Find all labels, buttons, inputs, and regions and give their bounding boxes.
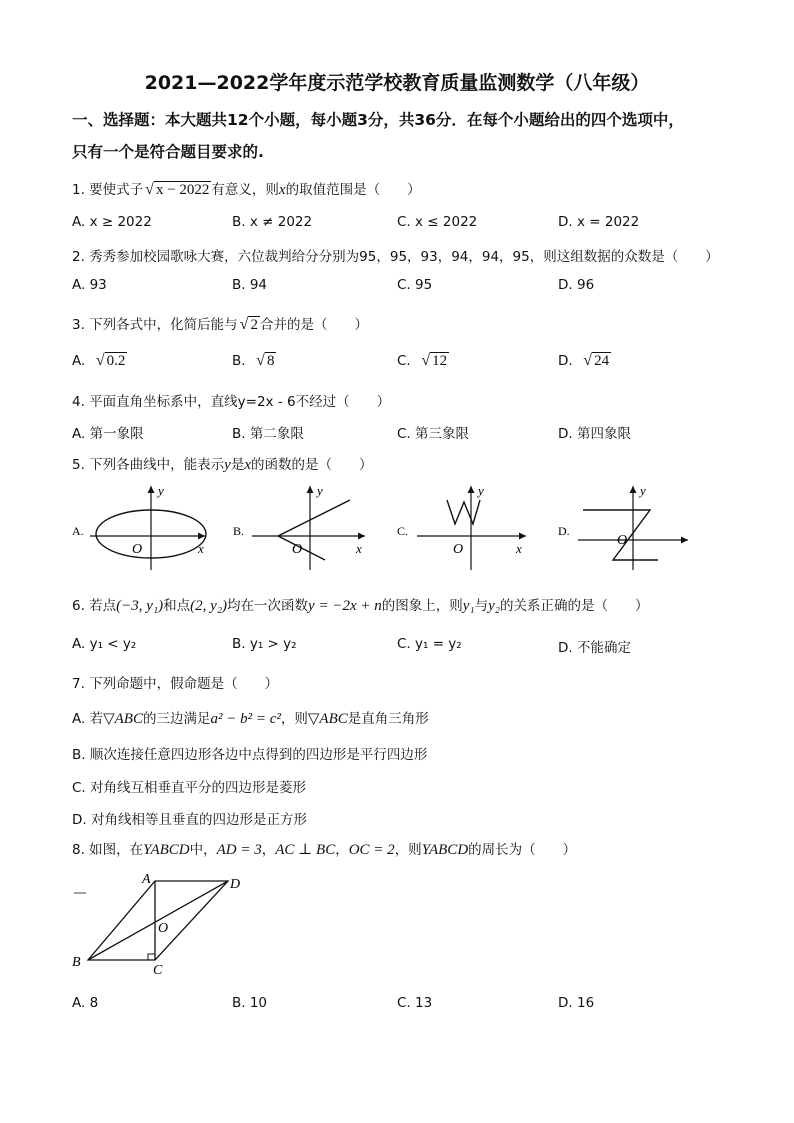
sqrt-icon: √	[95, 352, 105, 369]
q6-text-a: 6. 若点	[72, 598, 117, 614]
q4-option-a: A. 第一象限	[72, 426, 144, 442]
center-o: O	[158, 921, 169, 936]
q6-function: y = −2x + n	[308, 598, 382, 614]
q7-a-equation: a² − b² = c²	[210, 711, 281, 727]
origin-label: O	[453, 542, 464, 557]
question-1	[72, 178, 421, 199]
q2-option-a: A. 93	[72, 277, 107, 293]
page-title: 2021—2022学年度示范学校教育质量监测数学（八年级）	[144, 72, 650, 94]
question-3	[72, 313, 368, 334]
y-label: y	[317, 483, 323, 498]
q1-option-c: C. x ≤ 2022	[397, 214, 478, 230]
question-6	[72, 594, 648, 615]
q8-option-c: C. 13	[397, 995, 433, 1011]
question-5	[72, 453, 373, 474]
q7-option-b: B. 顺次连接任意四边形各边中点得到的四边形是平行四边形	[72, 747, 428, 763]
q5-graph-a	[72, 483, 206, 570]
q1-option-d: D. x = 2022	[558, 214, 640, 230]
q5-label-a: A.	[72, 524, 84, 538]
q1-middle: 有意义，则	[211, 182, 279, 198]
q6-text-f: 的关系正确的是（ ）	[499, 598, 649, 614]
question-2: 2. 秀秀参加校园歌咏大赛，六位裁判给分分别为95，95，93，94，94，95，则这组数据的众数是（ ）	[72, 249, 719, 265]
q8-option-b: B. 10	[232, 995, 268, 1011]
q6-option-c: C. y₁ = y₂	[397, 636, 462, 652]
q5-mid: 是	[230, 457, 245, 473]
q4-option-d: D. 第四象限	[558, 426, 631, 442]
q6-point-2: (2, y₂)	[190, 598, 228, 614]
q6-y1: y₁	[462, 598, 475, 614]
q4-option-c: C. 第三象限	[397, 426, 470, 442]
q3-option-c	[397, 352, 449, 370]
sqrt-icon: √	[421, 352, 431, 369]
q6-option-d: D. 不能确定	[558, 640, 631, 656]
q5-graph-b	[233, 483, 365, 570]
q8-condition-1: AD = 3	[216, 842, 262, 858]
sqrt-icon: √	[239, 316, 249, 333]
q7-a-comma: ，则	[280, 711, 308, 727]
q7-option-c: C. 对角线互相垂直平分的四边形是菱形	[72, 780, 307, 796]
q2-option-d: D. 96	[558, 277, 595, 293]
q3-radicand: 2	[250, 317, 258, 333]
origin-label: O	[292, 542, 303, 557]
q3-prefix: 3. 下列各式中，化简后能与	[72, 317, 238, 333]
q5-label-b: B.	[233, 524, 245, 538]
sqrt-icon: √	[256, 352, 265, 369]
section-heading-line2: 只有一个是符合题目要求的.	[72, 143, 264, 161]
question-4: 4. 平面直角坐标系中，直线y=2x - 6不经过（ ）	[72, 394, 391, 410]
q3-radicand-a: 0.2	[106, 353, 126, 369]
q5-label-c: C.	[397, 524, 409, 538]
q6-text-e: 与	[474, 598, 489, 614]
y-label: y	[640, 483, 646, 498]
q1-var: x	[278, 182, 286, 198]
q8-pre: 8. 如图，在	[72, 842, 144, 858]
q5-graph-d	[558, 483, 688, 570]
q3-option-d	[558, 352, 611, 370]
q8-post: 的周长为（ ）	[468, 842, 577, 858]
q8-parallelogram: YABCD	[143, 842, 190, 858]
q1-radicand: x − 2022	[155, 182, 210, 198]
section-heading-line1: 一、选择题：本大题共12个小题，每小题3分，共36分．在每个小题给出的四个选项中，	[72, 111, 684, 129]
q6-y2: y₂	[488, 598, 500, 614]
q5-suffix: 的函数的是（ ）	[251, 457, 373, 473]
q8-condition-2: AC ⊥ BC	[275, 842, 336, 858]
q1-tail: 的取值范围是（ ）	[285, 182, 421, 198]
q5-label-d: D.	[558, 524, 570, 538]
q8-parallelogram-2: YABCD	[421, 842, 469, 858]
vertex-a: A	[142, 872, 151, 887]
q7-option-a	[72, 707, 429, 728]
q7-a-pre: A. 若	[72, 711, 104, 727]
q1-prefix: 1. 要使式子	[72, 182, 144, 198]
q7-a-post: 是直角三角形	[347, 711, 429, 727]
q3-label-b: B.	[232, 353, 246, 369]
q6-option-a: A. y₁ < y₂	[72, 636, 137, 652]
q3-option-b	[232, 352, 276, 370]
right-angle-mark	[148, 954, 155, 960]
q6-point-1: (−3, y₁)	[116, 598, 164, 614]
q7-a-mid: 的三边满足	[142, 711, 211, 727]
q6-option-b: B. y₁ > y₂	[232, 636, 297, 652]
w-curve	[447, 500, 480, 524]
q3-radicand-c: 12	[432, 353, 448, 369]
q8-condition-3: OC = 2	[348, 842, 395, 858]
sqrt-icon: √	[145, 181, 154, 198]
q4-option-b: B. 第二象限	[232, 426, 304, 442]
v-curve	[278, 500, 350, 560]
q8-option-d: D. 16	[558, 995, 595, 1011]
q3-radicand-d: 24	[594, 353, 610, 369]
x-label: x	[356, 541, 362, 556]
q3-suffix: 合并的是（ ）	[259, 317, 368, 333]
q2-option-c: C. 95	[397, 277, 433, 293]
q1-option-b: B. x ≠ 2022	[232, 214, 313, 230]
vertex-c: C	[153, 963, 163, 978]
q8-option-a: A. 8	[72, 995, 99, 1011]
q6-text-c: 均在一次函数	[227, 598, 309, 614]
q8-mid1: 中，	[189, 842, 217, 858]
vertex-d: D	[230, 877, 241, 892]
q3-label-a: A.	[72, 353, 86, 369]
q8-figure	[60, 866, 280, 986]
q5-prefix: 5. 下列各曲线中，能表示	[72, 457, 225, 473]
q3-option-a	[72, 352, 127, 370]
origin-label: O	[132, 542, 143, 557]
q3-label-c: C.	[397, 353, 411, 369]
question-7: 7. 下列命题中，假命题是（ ）	[72, 676, 279, 692]
q7-option-d: D. 对角线相等且垂直的四边形是正方形	[72, 812, 307, 828]
y-label: y	[158, 483, 164, 498]
q7-a-triangle-2: ▽ABC	[307, 711, 348, 727]
y-label: y	[478, 483, 484, 498]
q2-option-b: B. 94	[232, 277, 268, 293]
origin-label: O	[617, 533, 628, 548]
q6-text-b: 和点	[163, 598, 191, 614]
q7-a-triangle: ▽ABC	[103, 711, 143, 727]
x-label: x	[198, 541, 204, 556]
q5-graph-c	[397, 483, 526, 570]
q8-mid2: ，则	[394, 842, 422, 858]
x-label: x	[516, 541, 522, 556]
q5-var-x: x	[244, 457, 252, 473]
q3-label-d: D.	[558, 353, 573, 369]
q6-text-d: 的图象上，则	[381, 598, 463, 614]
vertex-b: B	[72, 955, 81, 970]
q5-var-y: y	[224, 457, 231, 473]
question-8: 8. 如图，在YABCD中，AD = 3，AC ⊥ BC，OC = 2，则YABCD的周长为（ ）	[72, 842, 577, 858]
q1-option-a: A. x ≥ 2022	[72, 214, 152, 230]
q3-radicand-b: 8	[266, 353, 275, 369]
sqrt-icon: √	[583, 352, 593, 369]
q5-graphs	[60, 478, 760, 578]
